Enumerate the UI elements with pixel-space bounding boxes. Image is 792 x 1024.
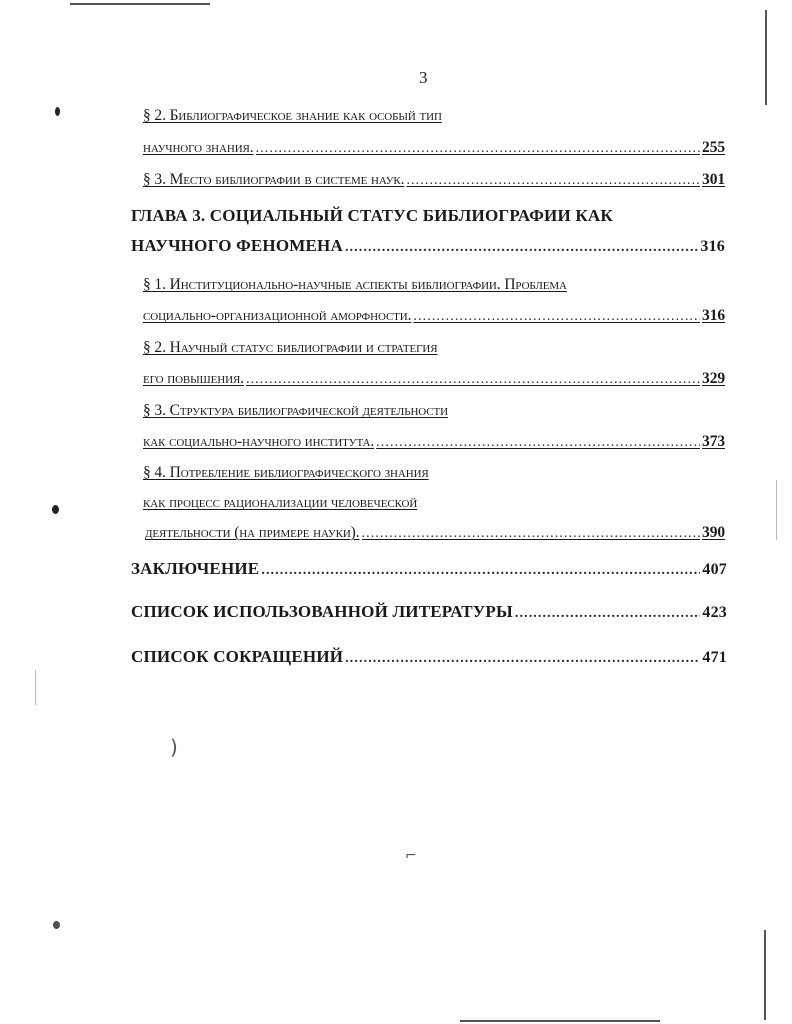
toc-entry-page: 316 [702,307,725,324]
toc-entry [143,434,725,450]
toc-entry [143,172,725,188]
dot-leader [345,241,698,255]
scan-speck [53,921,60,929]
toc-entry-page: 329 [702,370,725,387]
toc-chapter [131,648,727,666]
scan-speck: ) [170,735,178,759]
toc-entry [143,140,725,156]
toc-chapter-title: СПИСОК ИСПОЛЬЗОВАННОЙ ЛИТЕРАТУРЫ [131,602,513,621]
scan-edge-mark [764,930,766,1020]
toc-chapter-page: 423 [702,604,727,621]
toc-chapter-title: СПИСОК СОКРАЩЕНИЙ [131,647,344,666]
toc-entry [145,525,725,541]
toc-entry [143,495,417,511]
toc-entry [143,403,448,419]
dot-leader [362,527,701,541]
toc-chapter [131,207,613,224]
toc-entry-title: § 1. Институционально-научные аспекты библиографии. Проблема [143,276,567,293]
toc-chapter [131,603,727,621]
dot-leader [261,564,700,578]
scan-edge-mark [35,670,36,705]
toc-entry-title: деятельности (на примере науки). [145,524,360,541]
toc-entry-title: § 3. Место библиографии в системе наук. [143,171,405,188]
toc-chapter [131,560,727,578]
scan-edge-mark [765,10,767,105]
toc-entry-title: научного знания. [143,139,254,156]
toc-entry [143,340,437,356]
toc-chapter-title: ЗАКЛЮЧЕНИЕ [131,559,260,578]
dot-leader [515,607,700,621]
dot-leader [376,436,700,450]
toc-chapter-page: 316 [700,238,725,255]
scan-edge-mark [776,480,777,540]
scan-speck [52,505,59,514]
page-number: 3 [419,68,428,87]
toc-entry-page: 301 [702,171,725,188]
dot-leader [406,174,700,188]
toc-entry [143,277,567,293]
toc-chapter-title: НАУЧНОГО ФЕНОМЕНА [131,236,343,255]
toc-entry [143,308,725,324]
toc-chapter [131,237,725,255]
toc-entry [143,371,725,387]
toc-entry-title: § 3. Структура библиографической деятельности [143,402,448,419]
toc-entry [143,465,429,481]
toc-entry-title: § 2. Научный статус библиографии и стратегия [143,339,438,356]
scan-edge-mark [70,3,210,5]
toc-chapter-page: 407 [702,561,727,578]
scan-speck [55,107,60,116]
toc-entry-page: 373 [702,433,725,450]
dot-leader [345,652,700,666]
dot-leader [413,310,700,324]
toc-entry-title: § 2. Библиографическое знание как особый тип [143,107,442,124]
dot-leader [256,142,700,156]
toc-entry [143,108,442,124]
toc-entry-title: социально-организационной аморфности. [143,307,412,324]
toc-entry-page: 255 [702,139,725,156]
toc-entry-title: как процесс рационализации человеческой [143,494,418,511]
toc-entry-page: 390 [702,524,725,541]
toc-entry-title: как социально-научного института. [143,433,375,450]
toc-chapter-page: 471 [702,649,727,666]
toc-entry-title: его повышения. [143,370,244,387]
toc-entry-title: § 4. Потребление библиографического знания [143,464,429,481]
dot-leader [246,373,700,387]
scan-speck: ⌐ [405,848,417,864]
toc-chapter-title: ГЛАВА 3. СОЦИАЛЬНЫЙ СТАТУС БИБЛИОГРАФИИ КАК [131,206,613,225]
scan-edge-mark [460,1020,660,1022]
